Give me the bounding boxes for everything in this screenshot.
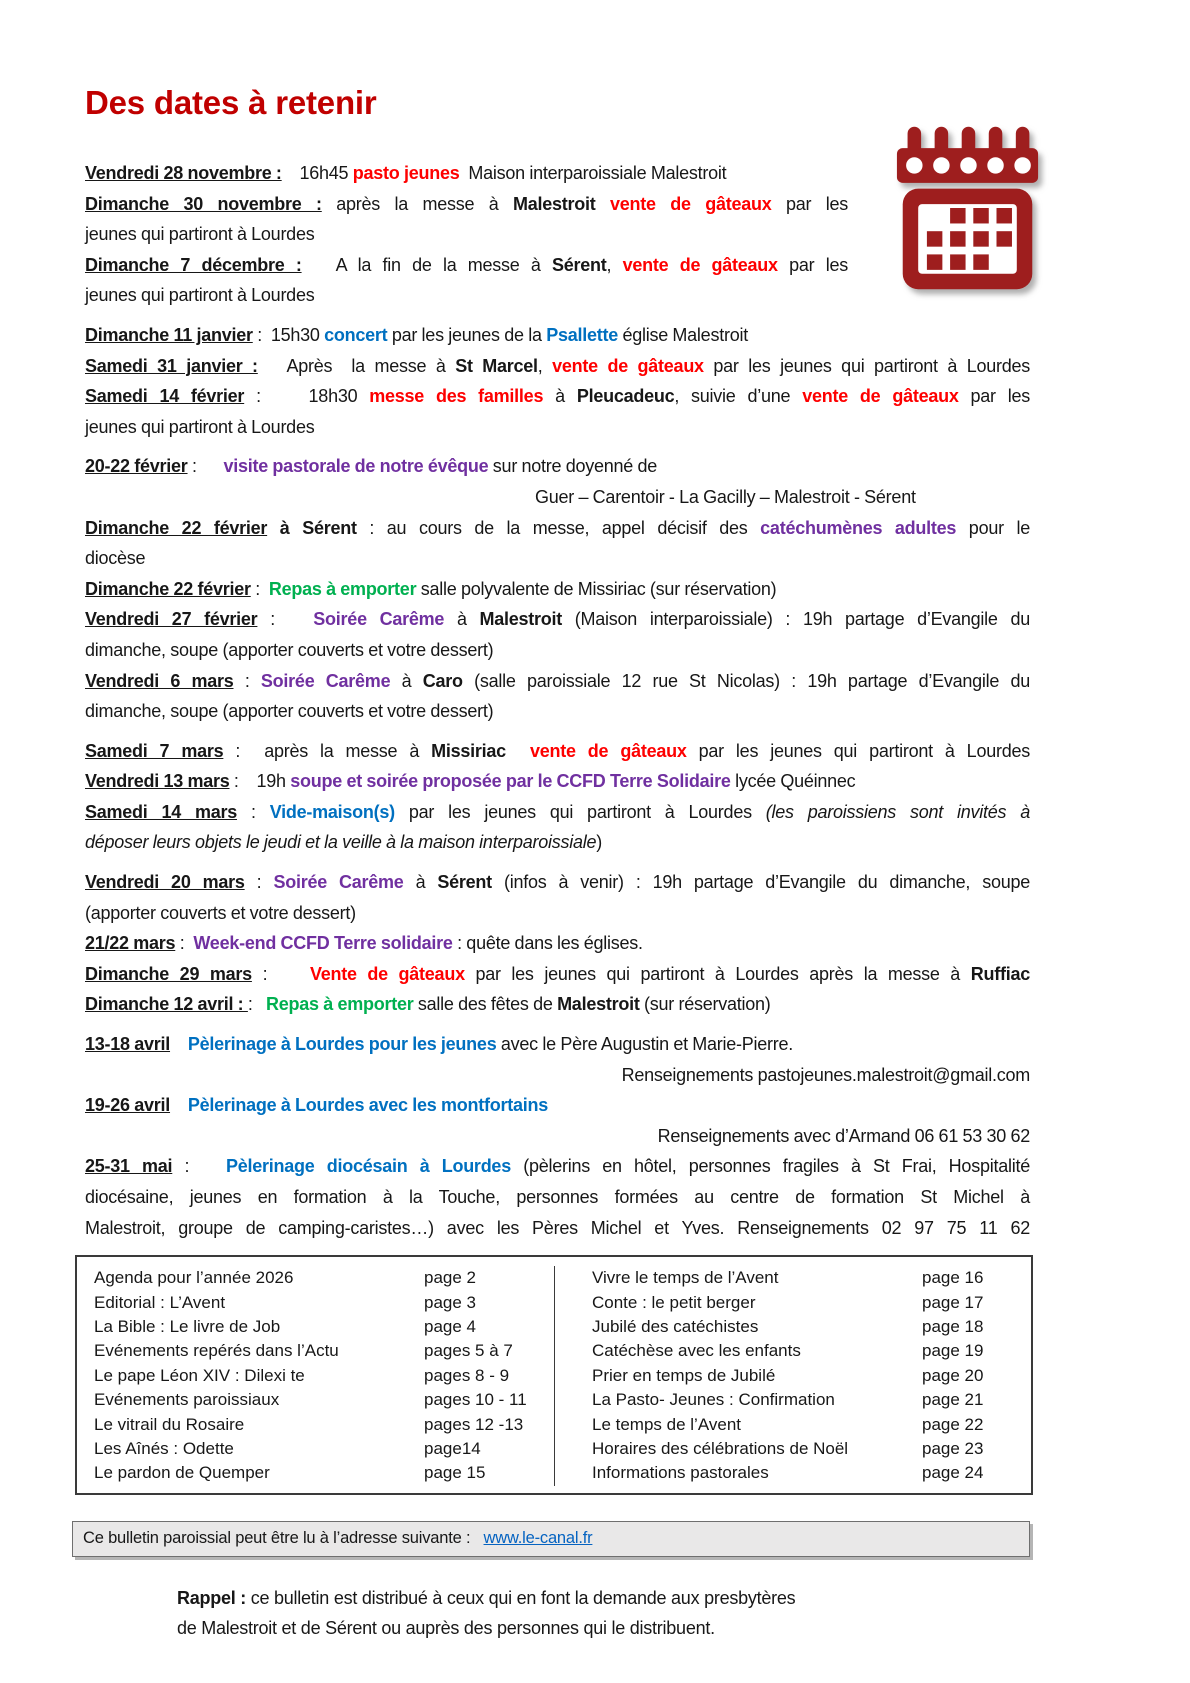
text-segment: :: [172, 1156, 226, 1177]
text-segment: :: [247, 994, 266, 1015]
toc-entry-page: page 2: [424, 1268, 476, 1288]
event-line: [85, 1182, 1030, 1213]
toc-entry: [94, 1291, 554, 1315]
text-segment: : après la messe à: [223, 740, 432, 761]
text-segment: :: [233, 670, 261, 691]
toc-entry: [592, 1364, 1031, 1388]
text-segment: à: [403, 872, 438, 893]
text-segment: Missiriac: [431, 740, 506, 761]
text-segment: Renseignements avec d’Armand 06 61 53 30 62: [657, 1125, 1030, 1146]
event-line: [85, 959, 1030, 990]
event-line: [85, 797, 1030, 828]
text-segment: sur notre doyenné de: [488, 456, 658, 477]
text-segment: : au cours de la messe, appel décisif des: [356, 517, 761, 538]
text-segment: par les jeunes qui partiront à Lourdes: [394, 801, 766, 822]
toc-entry-page: page 16: [922, 1268, 984, 1288]
text-segment: dimanche, soupe (apporter couverts et votre dessert): [85, 639, 494, 660]
text-segment: 25-31 mai: [85, 1156, 173, 1177]
text-segment: Psallette: [546, 324, 618, 345]
text-segment: Dimanche 30 novembre :: [85, 193, 322, 214]
text-segment: Vide-maison(s): [269, 801, 395, 822]
toc-entry: [592, 1461, 1031, 1485]
text-segment: jeunes qui partiront à Lourdes: [85, 285, 315, 306]
rappel-text: ce bulletin est distribué à ceux qui en font la demande aux presbytères: [246, 1587, 796, 1608]
toc-entry: [94, 1461, 554, 1485]
toc-entry-page: page 22: [922, 1414, 984, 1434]
text-segment: Malestroit: [512, 193, 596, 214]
text-segment: lycée Quéinnec: [730, 771, 856, 792]
toc-entry-page: page 21: [922, 1390, 984, 1410]
toc-right-column: [554, 1266, 1031, 1486]
text-segment: Pleucadeuc: [576, 386, 675, 407]
text-segment: à Sérent: [279, 517, 357, 538]
text-segment: diocésaine, jeunes en formation à la Touche, personnes formées au centre de formation St Michel à: [85, 1187, 1030, 1207]
event-line: [85, 574, 1030, 605]
text-segment: à: [543, 386, 577, 407]
text-segment: après la messe à: [321, 193, 513, 214]
text-segment: [267, 518, 280, 538]
toc-entry-title: La Pasto- Jeunes : Confirmation: [592, 1390, 835, 1410]
event-line: [85, 928, 1030, 959]
toc-entry-page: page 23: [922, 1439, 984, 1459]
text-segment: dimanche, soupe (apporter couverts et votre dessert): [85, 701, 494, 722]
text-segment: :: [237, 801, 270, 822]
text-segment: salle des fêtes de: [413, 994, 558, 1015]
text-segment: par les jeunes qui partiront à Lourdes: [703, 355, 1031, 376]
toc-entry: [94, 1437, 554, 1461]
text-segment: vente de gâteaux: [609, 193, 772, 214]
text-segment: église Malestroit: [618, 324, 748, 345]
bulletin-link[interactable]: www.le-canal.fr: [483, 1528, 593, 1547]
bulletin-url-bar: [72, 1521, 1030, 1557]
text-segment: [506, 741, 530, 761]
toc-entry-title: Evénements paroissiaux: [94, 1390, 280, 1410]
text-segment: Vendredi 6 mars: [85, 670, 234, 691]
toc-entry: [94, 1266, 554, 1290]
text-segment: vente de gâteaux: [802, 386, 959, 407]
toc-entry: [94, 1315, 554, 1339]
text-segment: catéchumènes adultes: [760, 517, 957, 538]
text-segment: par les jeunes qui partiront à Lourdes: [686, 740, 1030, 761]
toc-entry-title: Informations pastorales: [592, 1463, 769, 1483]
event-line: [85, 736, 1030, 767]
event-line: [85, 827, 1030, 858]
text-segment: Dimanche 7 décembre :: [85, 254, 302, 275]
event-line: [85, 482, 1030, 513]
text-segment: Renseignements pastojeunes.malestroit@gmail.com: [621, 1064, 1030, 1085]
toc-entry-page: page 18: [922, 1317, 984, 1336]
text-segment: vente de gâteaux: [622, 254, 778, 275]
text-segment: Dimanche 22 février: [85, 517, 268, 538]
text-segment: Repas à emporter: [268, 578, 417, 599]
event-line: [85, 219, 848, 250]
event-line: [85, 1060, 1030, 1091]
text-segment: St Marcel: [455, 355, 538, 376]
toc-entry-title: Le vitrail du Rosaire: [94, 1414, 245, 1434]
rappel-line-1: [177, 1583, 1030, 1614]
text-segment: :: [187, 456, 224, 477]
text-segment: (infos à venir) : 19h partage d’Evangile du dimanche, soupe: [491, 872, 1030, 893]
text-segment: :: [251, 963, 310, 984]
toc-entry: [592, 1388, 1031, 1412]
table-of-contents: [75, 1255, 1033, 1495]
toc-entry-page: page 24: [922, 1463, 984, 1483]
text-segment: ,: [537, 355, 553, 376]
text-segment: vente de gâteaux: [530, 740, 687, 761]
text-segment: salle polyvalente de Missiriac (sur réservation): [416, 578, 777, 599]
text-segment: [170, 1034, 188, 1054]
toc-entry: [592, 1413, 1031, 1437]
text-segment: : 19h: [229, 771, 291, 792]
toc-entry-page: pages 10 - 11: [424, 1390, 527, 1410]
text-segment: [596, 194, 610, 214]
text-segment: avec le Père Augustin et Marie-Pierre.: [496, 1034, 794, 1055]
toc-entry: [592, 1437, 1031, 1461]
text-segment: A la fin de la messe à: [301, 254, 552, 275]
text-segment: vente de gâteaux: [552, 355, 704, 376]
text-segment: ,: [606, 254, 623, 275]
text-segment: Vendredi 13 mars: [85, 771, 230, 792]
event-line: [85, 666, 1030, 697]
text-segment: Vendredi 28 novembre :: [85, 163, 282, 183]
toc-entry-title: Conte : le petit berger: [592, 1292, 756, 1312]
text-segment: 21/22 mars: [85, 933, 176, 954]
toc-entry: [94, 1388, 554, 1412]
text-segment: Malestroit: [479, 609, 563, 630]
toc-entry-title: Le pardon de Quemper: [94, 1463, 270, 1483]
text-segment: (sur réservation): [639, 994, 771, 1015]
event-line: [85, 766, 1030, 797]
text-segment: Malestroit: [557, 994, 640, 1015]
text-segment: (pèlerins en hôtel, personnes fragiles à St Frai, Hospitalité: [510, 1156, 1030, 1177]
toc-entry-title: Le temps de l’Avent: [592, 1414, 741, 1434]
event-line: [85, 250, 848, 281]
toc-entry-page: page 4: [424, 1317, 476, 1336]
text-segment: à: [390, 670, 423, 691]
text-segment: Soirée Carême: [260, 670, 391, 691]
text-segment: Maison interparoissiale Malestroit: [459, 163, 727, 183]
text-segment: Samedi 7 mars: [85, 740, 224, 761]
text-segment: : 18h30: [244, 386, 370, 407]
event-line: [85, 280, 848, 311]
toc-entry-page: pages 12 -13: [424, 1414, 524, 1434]
event-line: [85, 1213, 1030, 1244]
toc-entry: [592, 1315, 1031, 1339]
text-segment: Après la messe à: [257, 355, 456, 376]
rappel-line-2: de Malestroit et de Sérent ou auprès des personnes qui le distribuent.: [177, 1618, 715, 1639]
event-line: [85, 158, 848, 189]
text-segment: Guer – Carentoir - La Gacilly – Malestroit - Sérent: [535, 486, 916, 507]
event-line: [85, 1121, 1030, 1152]
event-line: [85, 1090, 1030, 1121]
text-segment: déposer leurs objets le jeudi et la veille à la maison interparoissiale: [85, 832, 597, 853]
text-segment: par les jeunes qui partiront à Lourdes après la messe à: [464, 963, 971, 984]
text-segment: Soirée Carême: [313, 609, 445, 630]
text-segment: à: [444, 609, 480, 630]
text-segment: :: [250, 578, 269, 599]
event-line: [85, 320, 1030, 351]
text-segment: Sérent: [551, 254, 607, 275]
dates-list: [85, 158, 1030, 1243]
toc-entry-page: pages 5 à 7: [424, 1341, 513, 1361]
text-segment: jeunes qui partiront à Lourdes: [85, 416, 315, 437]
text-segment: ): [596, 832, 602, 853]
toc-entry: [592, 1291, 1031, 1315]
text-segment: concert: [324, 324, 388, 345]
text-segment: messe des familles: [369, 386, 544, 407]
text-segment: 19-26 avril: [85, 1095, 171, 1116]
event-line: [85, 381, 1030, 412]
event-line: [85, 451, 1030, 482]
page-title: Des dates à retenir: [85, 84, 377, 121]
text-segment: Repas à emporter: [266, 994, 414, 1015]
text-segment: Dimanche 22 février: [85, 578, 251, 599]
text-segment: Dimanche 12 avril :: [85, 994, 248, 1015]
toc-entry-title: Jubilé des catéchistes: [592, 1317, 759, 1336]
toc-entry-page: page 17: [922, 1292, 984, 1312]
text-segment: (Maison interparoissiale) : 19h partage d’Evangile du: [562, 609, 1030, 630]
text-segment: Pèlerinage à Lourdes avec les montfortains: [187, 1095, 548, 1116]
text-segment: (apporter couverts et votre dessert): [85, 902, 356, 923]
toc-entry-page: page14: [424, 1439, 481, 1459]
text-segment: soupe et soirée proposée par le CCFD Terre Solidaire: [290, 771, 731, 792]
toc-entry-page: page 3: [424, 1292, 476, 1312]
text-segment: par les jeunes de la: [387, 324, 547, 345]
event-line: [85, 1029, 1030, 1060]
toc-entry-title: Vivre le temps de l’Avent: [592, 1268, 779, 1288]
text-segment: (les paroissiens sont invités à: [765, 801, 1031, 822]
event-line: [85, 189, 848, 220]
event-line: [85, 867, 1030, 898]
text-segment: pour le: [956, 517, 1030, 538]
toc-entry-title: La Bible : Le livre de Job: [94, 1317, 281, 1336]
toc-entry-page: page 15: [424, 1463, 486, 1483]
text-segment: (salle paroissiale 12 rue St Nicolas) : 19h partage d’Evangile du: [462, 670, 1030, 691]
text-segment: Ruffiac: [970, 963, 1030, 984]
text-segment: diocèse: [85, 548, 146, 569]
text-segment: par les: [958, 386, 1030, 407]
text-segment: par les: [777, 254, 848, 275]
text-segment: :: [257, 609, 314, 630]
event-line: [85, 898, 1030, 929]
text-segment: [170, 1095, 188, 1115]
toc-entry-page: pages 8 - 9: [424, 1365, 510, 1385]
text-segment: par les: [771, 193, 848, 214]
toc-entry-page: page 19: [922, 1341, 984, 1361]
toc-entry-title: Agenda pour l’année 2026: [94, 1268, 294, 1288]
toc-entry-title: Evénements repérés dans l’Actu: [94, 1341, 339, 1361]
text-segment: , suivie d’une: [674, 386, 803, 407]
text-segment: Dimanche 29 mars: [85, 963, 252, 984]
text-segment: Samedi 31 janvier :: [85, 355, 258, 376]
toc-entry-title: Les Aînés : Odette: [94, 1439, 234, 1459]
calendar-icon: [895, 124, 1040, 292]
text-segment: Pèlerinage à Lourdes pour les jeunes: [187, 1034, 497, 1055]
text-segment: Week-end CCFD Terre solidaire: [193, 933, 453, 954]
text-segment: 20-22 février: [85, 456, 188, 477]
text-segment: :: [244, 872, 274, 893]
text-segment: :: [175, 933, 194, 954]
text-segment: Samedi 14 mars: [85, 801, 238, 822]
toc-entry-title: Horaires des célébrations de Noël: [592, 1439, 849, 1459]
text-segment: Samedi 14 février: [85, 386, 245, 407]
toc-entry-page: page 20: [922, 1365, 984, 1385]
toc-entry: [94, 1339, 554, 1363]
text-segment: Caro: [422, 670, 463, 691]
event-line: [85, 604, 1030, 635]
text-segment: Dimanche 11 janvier: [85, 324, 253, 345]
text-segment: Vendredi 27 février: [85, 609, 258, 630]
rappel-note: [85, 1583, 1030, 1644]
toc-left-column: [77, 1266, 554, 1486]
text-segment: pasto jeunes: [352, 163, 460, 183]
toc-entry-title: Le pape Léon XIV : Dilexi te: [94, 1365, 305, 1385]
toc-entry: [94, 1364, 554, 1388]
text-segment: 13-18 avril: [85, 1034, 171, 1055]
text-segment: 16h45: [281, 163, 353, 183]
text-segment: : 15h30: [252, 324, 325, 345]
text-segment: Vente de gâteaux: [309, 963, 465, 984]
text-segment: : quête dans les églises.: [452, 933, 643, 954]
text-segment: visite pastorale de notre évêque: [223, 456, 489, 477]
toc-entry-title: Catéchèse avec les enfants: [592, 1341, 801, 1361]
text-segment: Malestroit, groupe de camping-caristes…) avec les Pères Michel et Yves. Renseignements 02 97 75 11 62: [85, 1217, 1030, 1238]
url-bar-text: Ce bulletin paroissial peut être lu à l’adresse suivante :: [83, 1528, 484, 1547]
text-segment: Vendredi 20 mars: [85, 872, 245, 893]
event-line: [85, 513, 1030, 544]
toc-entry: [94, 1413, 554, 1437]
event-line: [85, 696, 1030, 727]
event-line: [85, 351, 1030, 382]
toc-entry-title: Prier en temps de Jubilé: [592, 1365, 776, 1385]
event-line: [85, 543, 1030, 574]
event-line: [85, 989, 1030, 1020]
text-segment: Soirée Carême: [273, 872, 404, 893]
toc-entry: [592, 1266, 1031, 1290]
text-segment: Pèlerinage diocésain à Lourdes: [225, 1156, 511, 1177]
event-line: [85, 1151, 1030, 1182]
event-line: [85, 635, 1030, 666]
text-segment: Sérent: [437, 872, 492, 893]
toc-entry-title: Editorial : L’Avent: [94, 1292, 226, 1312]
text-segment: jeunes qui partiront à Lourdes: [85, 224, 315, 245]
event-line: [85, 412, 1030, 443]
toc-entry: [592, 1339, 1031, 1363]
rappel-label: Rappel :: [177, 1587, 247, 1608]
